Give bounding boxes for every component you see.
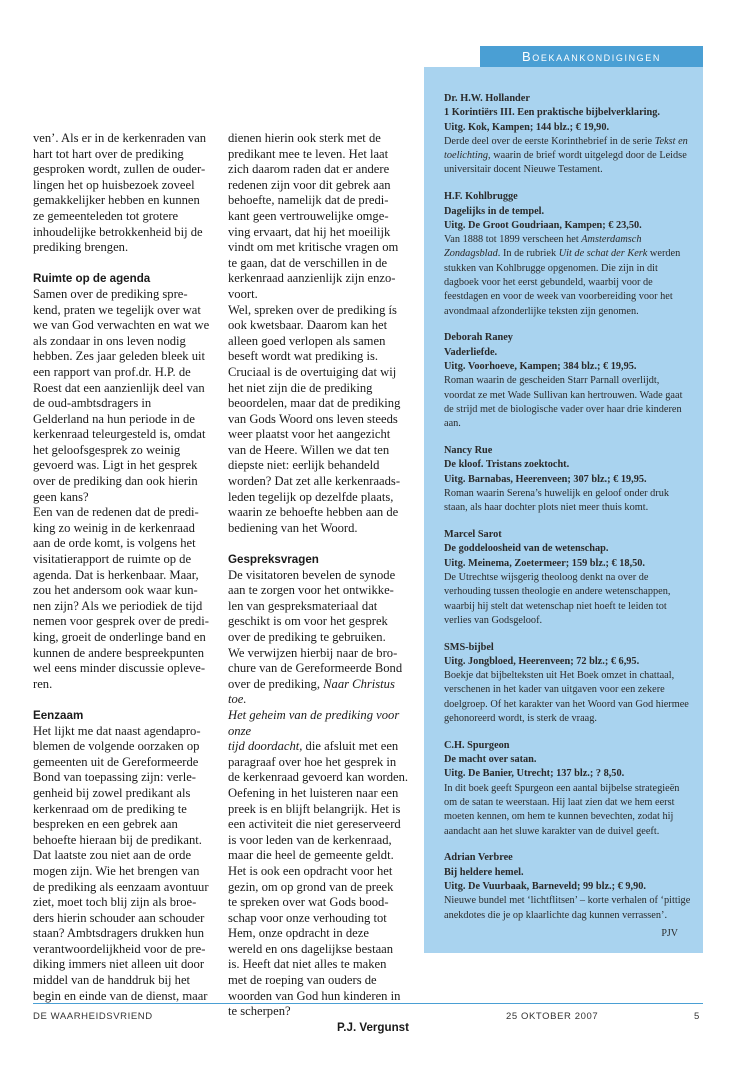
book-entry [444, 444, 692, 515]
book-title: 1 Korintiërs III. Een praktische bijbelverklaring. [444, 107, 660, 119]
book-title: De kloof. Tristans zoektocht. [444, 459, 570, 471]
book-title: Vaderliefde. [444, 346, 498, 358]
book-description [444, 669, 692, 726]
description-text: Derde deel over de eerste Korinthebrief in de serie [444, 135, 655, 147]
book-entry [444, 739, 692, 839]
book-description [444, 487, 692, 516]
description-text: Roman waarin Serena’s huwelijk en geloof onder druk staan, als haar dochter plots niet meer thuis komt. [444, 487, 670, 514]
book-title: Dagelijks in de tempel. [444, 205, 545, 217]
book-description [444, 571, 692, 628]
book-title: De macht over satan. [444, 754, 537, 766]
footer-divider [33, 1003, 703, 1004]
book-author: Nancy Rue [444, 445, 493, 457]
italic-title: Uit de schat der Kerk [558, 248, 648, 260]
description-text: werden stukken van Kohlbrugge opgenomen. Die zijn in dit dagboek voor het eerst gebundeld, waarbij voor de feestdagen en voor de week van voorbereiding voor het avondmaal afzonderlijke teksten zijn genomen. [444, 248, 681, 317]
book-list [444, 92, 692, 942]
description-text: Roman waarin de gescheiden Starr Parnall overlijdt, voordat ze met Wade Sullivan kan hertrouwen. Wade gaat de strijd met de biologische vader over haar drie kinderen aan. [444, 375, 683, 430]
book-author: H.F. Kohlbrugge [444, 191, 518, 203]
issue-date: 25 OKTOBER 2007 [506, 1011, 599, 1022]
article-paragraph [228, 568, 409, 1020]
reviewer-initials: PJV [661, 928, 678, 940]
description-text: In dit boek geeft Spurgeon een aantal bijbelse strategieën om de satan te weerstaan. Hij laat zien dat we hem eerst moeten kennen, om hem te kunnen bevechten, zodat hij aandacht aan het sluwe karakter van de duivel geeft. [444, 782, 680, 837]
book-entry [444, 528, 692, 628]
book-entry [444, 331, 692, 431]
article-paragraph: dienen hierin ook sterk met de predikant mee te leven. Het laat zich daarom raden dat er andere redenen zijn voor dit gebrek aan behoefte, namelijk dat de predi- kant geen vertrouwelijke omge- ving ervaart, dat hij het moeilijk vindt om met kritische vragen om te gaan, dat de verschillen in de kerkenraad aanzienlijk zijn enzo- voort. [228, 131, 399, 301]
book-title: De goddeloosheid van de wetenschap. [444, 543, 609, 555]
book-author: C.H. Spurgeon [444, 739, 510, 751]
book-title: Bij heldere hemel. [444, 866, 524, 878]
paragraph-text: De visitatoren bevelen de synode aan te zorgen voor het ontwikke- len van gespreksmateriaal dat geschikt is om voor het gesprek over de prediking te gebruiken. We verwijzen hierbij naar de bro- chure van de Gereformeerde Bond over de prediking, [228, 567, 403, 691]
author-signature: P.J. Vergunst [337, 1020, 409, 1034]
book-publisher: Uitg. De Groot Goudriaan, Kampen; € 23,50. [444, 219, 642, 231]
book-publisher: Uitg. Meinema, Zoetermeer; 159 blz.; € 18,50. [444, 557, 646, 569]
italic-title: Amsterdamsch Zondagsblad [444, 234, 642, 260]
book-publisher: Uitg. Jongbloed, Heerenveen; 72 blz.; € 6,95. [444, 655, 640, 667]
article-column-1 [33, 131, 213, 1004]
book-description [444, 135, 692, 178]
sidebar-header: Boekaankondigingen [480, 46, 703, 67]
article-paragraph: Samen over de prediking spre- kend, praten we tegelijk over wat we van God verwachten en wat we als zondaar in ons leven nodig hebben. Zes jaar geleden bleek uit een rapport van prof.dr. H.P. de Roest dat een aanzienlijk deel van de oud-ambtsdragers in Gelderland na hun periode in de kerkenraad teleurgesteld is, omdat het geloofsgesprek zo weinig gevoerd was. Ligt in het gesprek over de prediking dan ook hierin geen kans? [33, 286, 210, 504]
book-publisher: Uitg. Voorhoeve, Kampen; 384 blz.; € 19,95. [444, 361, 637, 373]
book-author: Marcel Sarot [444, 529, 502, 541]
book-description [444, 894, 692, 923]
paragraph-text: , die afsluit met een paragraaf over hoe het gesprek in de kerkenraad gevoerd kan worden. Oefening in het luisteren naar een preek is en blijft belangrijk. Het is een activiteit die niet gereserveerd is voor leden van de kerkenraad, maar die heel de gemeente geldt. Het is ook een opdracht voor het gezin, om op grond van de preek te spreken over wat Gods bood- schap voor onze verhouding tot Hem, onze opdracht in deze wereld en ons dagelijkse bestaan is. Heeft dat niet alles te maken met de roeping van ouders de woorden van God hun kinderen in te scherpen? [228, 739, 409, 1019]
section-heading: Ruimte op de agenda [33, 272, 151, 286]
book-entry [444, 92, 692, 178]
description-text: . In de rubriek [497, 248, 559, 260]
book-publisher: Uitg. Barnabas, Heerenveen; 307 blz.; € 19,95. [444, 473, 647, 485]
article-paragraph: Het lijkt me dat naast agendapro- blemen de volgende oorzaken op gemeenten uit de Gereformeerde Bond van toepassing zijn: verle- genheid bij zowel predikant als kerkenraad om de prediking te bespreken en een gebrek aan behoefte hieraan bij de predikant. Dat laatste zou niet aan de orde mogen zijn. Wie het brengen van de prediking als eenzaam avontuur ziet, moet toch blij zijn als broe- ders hierin schouder aan schouder staan? Ambtsdragers drukken hun verantwoordelijkheid voor de pre- diking immers niet alleen uit door middel van de handdruk bij het begin en einde van de dienst, maar [33, 723, 209, 1003]
description-text: Nieuwe bundel met ‘lichtflitsen’ – korte verhalen of ‘pittige anekdotes die je op klaarlichte dag kunnen verrassen’. [444, 895, 691, 921]
book-entry [444, 641, 692, 727]
book-author: Dr. H.W. Hollander [444, 93, 530, 104]
article-paragraph: Wel, spreken over de prediking ís ook kwetsbaar. Daarom kan het alleen goed verlopen als samen beseft wordt wat prediking is. Cruciaal is de overtuiging dat wij het niet zijn die de prediking beoordelen, maar dat de prediking van Gods Woord ons leven steeds weer plaatst voor het aangezicht van de Heere. Willen we dat ten diepste niet: eerlijk behandeld worden? Dat zet alle kerkenraads- leden tegelijk op dezelfde plaats, waarin ze behoefte hebben aan de bediening van het Woord. [228, 302, 401, 535]
italic-title: Tekst en toelichting [444, 135, 688, 162]
book-description [444, 374, 692, 431]
book-publisher: Uitg. De Vuurbaak, Barneveld; 99 blz.; € 9,90. [444, 881, 646, 893]
description-text: De Utrechtse wijsgerig theoloog denkt na over de verhouding tussen theologie en andere wetenschappen, waarbij hij stelt dat wetenschap niet hoeft te leiden tot verlies van Godsgeloof. [444, 571, 671, 626]
page-number: 5 [694, 1011, 700, 1022]
description-text: Boekje dat bijbelteksten uit Het Boek omzet in chattaal, verschenen in het kader van uitgaven voor een zekere doelgroep. Of het karakter van het Woord van God hiermee gehonoreerd wordt, is sterk de vraag. [444, 670, 689, 725]
description-text: Van 1888 tot 1899 verscheen het [444, 234, 582, 246]
paragraph-gap [228, 536, 409, 552]
book-author: Deborah Raney [444, 332, 513, 344]
section-heading: Gespreksvragen [228, 553, 319, 567]
brochure-title: Naar Christus toe. Het geheim van de prediking voor onze tijd doordacht [228, 676, 400, 754]
article-column-2 [228, 131, 409, 1047]
book-entry [444, 851, 692, 922]
book-author: SMS-bijbel [444, 641, 494, 653]
book-publisher: Uitg. De Banier, Utrecht; 137 blz.; ? 8,50. [444, 768, 625, 780]
article-paragraph: Een van de redenen dat de predi- king zo weinig in de kerkenraad aan de orde komt, is volgens het visitatierapport de ruimte op de agenda. Dat is herkenbaar. Maar, zou het andersom ook waar kun- nen zijn? Als we periodiek de tijd nemen voor gesprek over de predi- king, groeit de onderlinge band en kunnen de andere bespreekpunten wel eens minder discussie opleve- ren. [33, 505, 209, 691]
description-text: , waarin de brief wordt uitgelegd door de Leidse universitair docent Nieuwe Testament. [444, 150, 687, 176]
article-paragraph: ven’. Als er in de kerkenraden van hart tot hart over de prediking gesproken wordt, zullen de ouder- lingen het op huisbezoek zoveel gemakkelijker hebben en kunnen ze gemeenteleden tot grotere inhoudelijke betrokkenheid bij de prediking brengen. [33, 131, 207, 255]
paragraph-gap [33, 256, 213, 272]
book-description [444, 782, 692, 839]
publication-name: DE WAARHEIDSVRIEND [33, 1011, 153, 1022]
book-publisher: Uitg. Kok, Kampen; 144 blz.; € 19,90. [444, 121, 610, 133]
book-description [444, 233, 692, 319]
book-author: Adrian Verbree [444, 852, 513, 864]
book-entry [444, 190, 692, 319]
paragraph-gap [33, 692, 213, 708]
section-heading: Eenzaam [33, 708, 84, 722]
